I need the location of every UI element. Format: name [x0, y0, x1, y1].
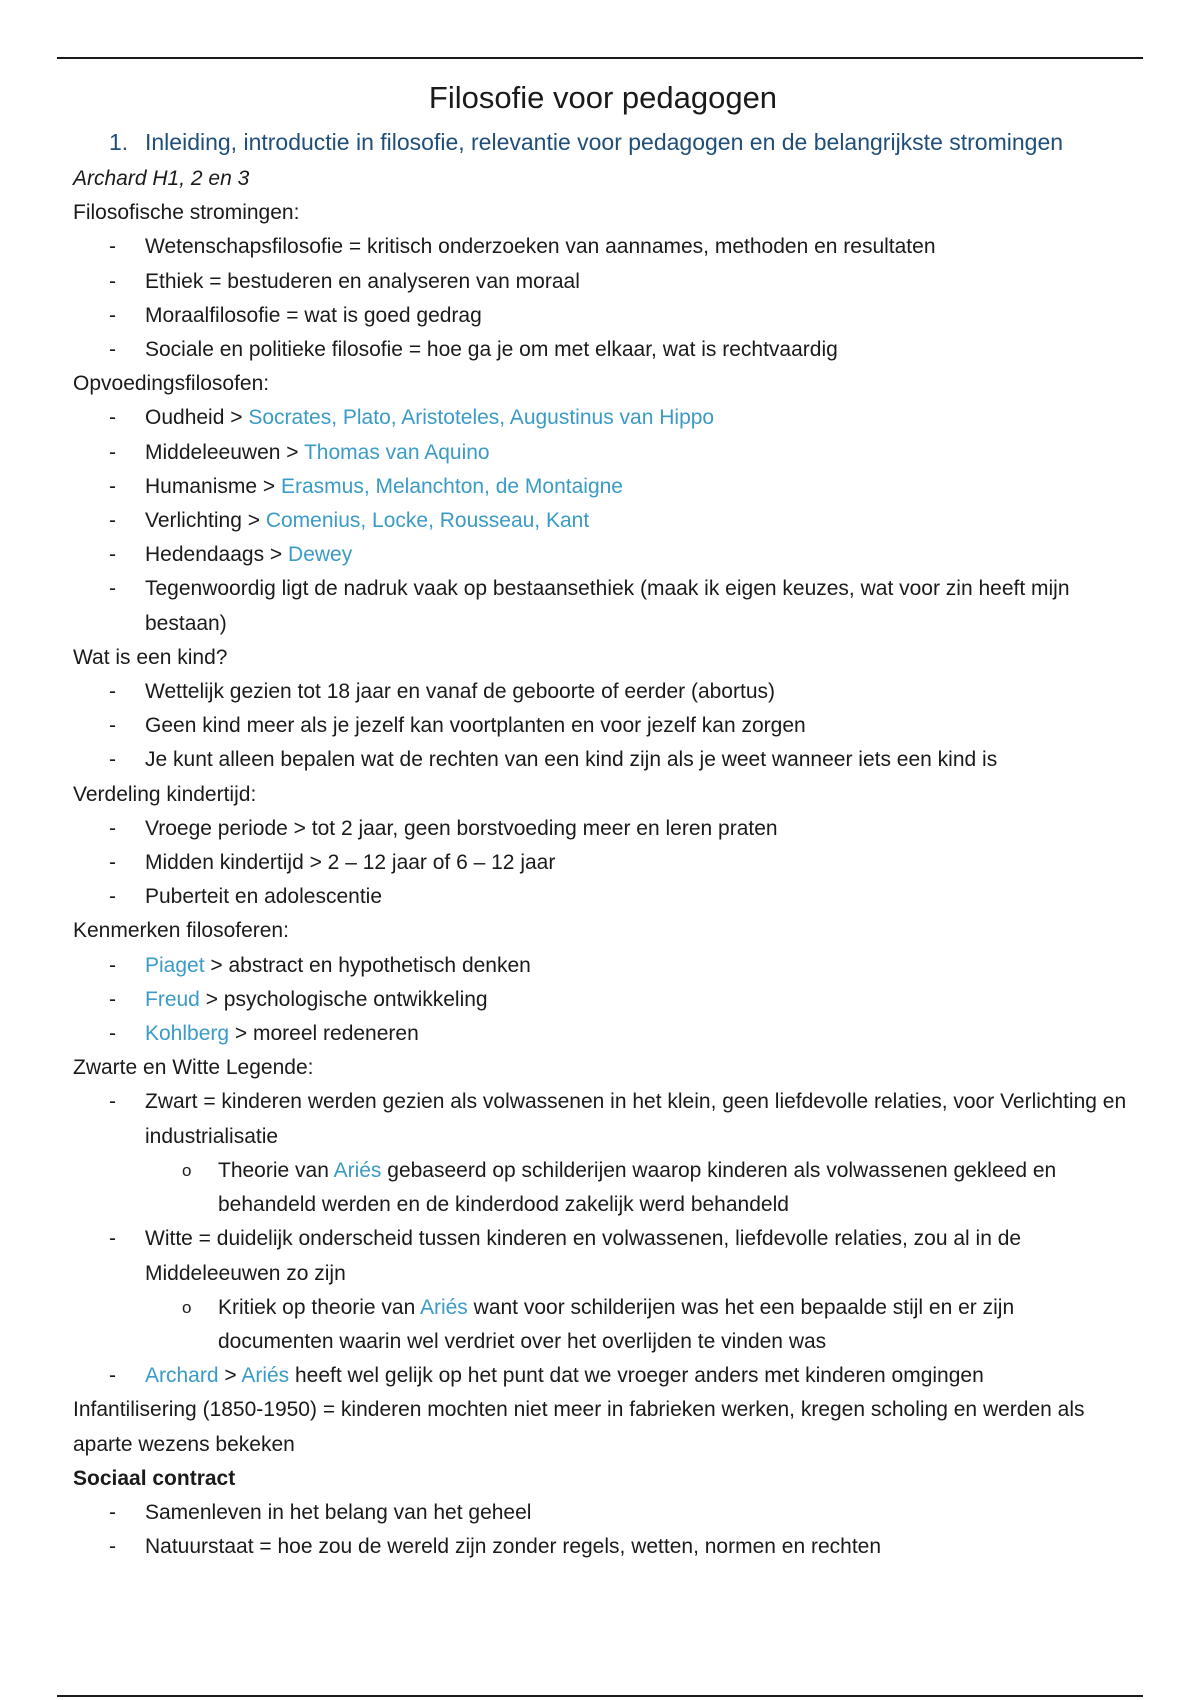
philosopher-name: Piaget: [145, 953, 205, 977]
list-item: [73, 436, 1133, 470]
period-label: Oudheid >: [145, 406, 249, 430]
period-label: Verlichting >: [145, 509, 266, 533]
list-item: [73, 538, 1133, 572]
list-item: - Witte = duidelijk onderscheid tussen kinderen en volwassenen, liefdevolle relaties, zou al in de Middeleeuwen zo zijn: [73, 1222, 1133, 1290]
chapter-heading: [73, 122, 1133, 162]
reference-line: Archard H1, 2 en 3: [73, 167, 250, 190]
list-item: [73, 983, 1133, 1017]
infantilisering-paragraph: Infantilisering (1850-1950) = kinderen mochten niet meer in fabrieken werken, kregen scholing en werden als aparte wezens bekeken: [73, 1398, 1085, 1456]
period-label: Humanisme >: [145, 474, 281, 498]
list-item: - Moraalfilosofie = wat is goed gedrag: [73, 299, 1133, 333]
philosopher-names: Thomas van Aquino: [303, 440, 490, 464]
legende-list: [73, 1222, 1133, 1290]
list-item: - Vroege periode > tot 2 jaar, geen borstvoeding meer en leren praten: [73, 812, 1133, 846]
item-text: gebaseerd op schilderijen waarop kinderen als volwassenen gekleed en behandeld werden en de kinderdood zakelijk werd behandeld: [218, 1158, 1057, 1217]
list-item: [73, 1017, 1133, 1051]
list-item: - Natuurstaat = hoe zou de wereld zijn zonder regels, wetten, normen en rechten: [73, 1530, 1133, 1564]
item-text: > moreel redeneren: [229, 1022, 419, 1046]
legende-sublist: [73, 1154, 1133, 1222]
list-item: - Midden kindertijd > 2 – 12 jaar of 6 – 12 jaar: [73, 846, 1133, 880]
sociaal-contract-heading: Sociaal contract: [73, 1466, 236, 1490]
item-text: > psychologische ontwikkeling: [199, 987, 488, 1011]
philosopher-name: Archard: [145, 1364, 219, 1388]
list-item: [73, 1359, 1133, 1393]
list-item: - Je kunt alleen bepalen wat de rechten van een kind zijn als je weet wanneer iets een kind is: [73, 743, 1133, 777]
legende-list: [73, 1085, 1133, 1153]
philosopher-name: Ariés: [241, 1364, 290, 1388]
list-item: [73, 504, 1133, 538]
sociaal-contract-list: [73, 1496, 1133, 1564]
list-item: - Geen kind meer als je jezelf kan voortplanten en voor jezelf kan zorgen: [73, 709, 1133, 743]
philosopher-name: Ariés: [333, 1158, 382, 1182]
stromingen-heading: Filosofische stromingen:: [73, 201, 300, 225]
item-text: Kritiek op theorie van: [218, 1295, 420, 1319]
kind-heading: Wat is een kind?: [73, 645, 228, 669]
list-item: - Samenleven in het belang van het geheel: [73, 1496, 1133, 1530]
opvoedingsfilosofen-list: [73, 401, 1133, 640]
kindertijd-heading: Verdeling kindertijd:: [73, 782, 257, 806]
kindertijd-list: [73, 812, 1133, 915]
philosopher-name: Ariés: [419, 1295, 468, 1319]
kenmerken-list: [73, 949, 1133, 1052]
legende-sublist: [73, 1291, 1133, 1359]
period-label: Middeleeuwen >: [145, 440, 304, 464]
philosopher-names: Comenius, Locke, Rousseau, Kant: [265, 509, 590, 533]
top-rule: [57, 57, 1143, 59]
bottom-rule: [57, 1695, 1143, 1697]
document-title: Filosofie voor pedagogen: [428, 80, 778, 115]
opvoedingsfilosofen-heading: Opvoedingsfilosofen:: [73, 372, 270, 396]
item-text: > abstract en hypothetisch denken: [204, 953, 531, 977]
item-text: heeft wel gelijk op het punt dat we vroeger anders met kinderen omgingen: [289, 1364, 984, 1388]
list-item: - Ethiek = bestuderen en analyseren van moraal: [73, 265, 1133, 299]
philosopher-names: Socrates, Plato, Aristoteles, Augustinus van Hippo: [248, 406, 715, 430]
kind-list: [73, 675, 1133, 778]
list-item: [73, 470, 1133, 504]
item-text: want voor schilderijen was het een bepaalde stijl en er zijn documenten waarin wel verdriet over het overlijden te vinden was: [218, 1295, 1015, 1353]
sub-list-item: [73, 1154, 1133, 1222]
philosopher-name: Freud: [145, 987, 200, 1011]
legende-list: [73, 1359, 1133, 1393]
list-item: - Wettelijk gezien tot 18 jaar en vanaf de geboorte of eerder (abortus): [73, 675, 1133, 709]
item-text: >: [218, 1364, 242, 1388]
list-item: - Zwart = kinderen werden gezien als volwassenen in het klein, geen liefdevolle relaties, voor Verlichting en industrialisatie: [73, 1085, 1133, 1153]
philosopher-name: Kohlberg: [145, 1022, 230, 1046]
list-item: - Sociale en politieke filosofie = hoe ga je om met elkaar, wat is rechtvaardig: [73, 333, 1133, 367]
legende-heading: Zwarte en Witte Legende:: [73, 1056, 314, 1080]
stromingen-list: [73, 230, 1133, 367]
chapter-title: Inleiding, introductie in filosofie, relevantie voor pedagogen en de belangrijkste stromingen: [145, 129, 1064, 155]
philosopher-names: Dewey: [288, 543, 353, 567]
document-body: [73, 72, 1133, 1564]
list-item: - Tegenwoordig ligt de nadruk vaak op bestaansethiek (maak ik eigen keuzes, wat voor zin heeft mijn bestaan): [73, 572, 1133, 640]
sub-list-item: [73, 1291, 1133, 1359]
list-item: [73, 401, 1133, 435]
list-item: - Wetenschapsfilosofie = kritisch onderzoeken van aannames, methoden en resultaten: [73, 230, 1133, 264]
list-item: - Puberteit en adolescentie: [73, 880, 1133, 914]
item-text: Theorie van: [218, 1158, 334, 1182]
philosopher-names: Erasmus, Melanchton, de Montaigne: [280, 474, 623, 498]
list-item: [73, 949, 1133, 983]
chapter-number: 1.: [109, 129, 129, 155]
period-label: Hedendaags >: [145, 543, 289, 567]
kenmerken-heading: Kenmerken filosoferen:: [73, 919, 289, 943]
